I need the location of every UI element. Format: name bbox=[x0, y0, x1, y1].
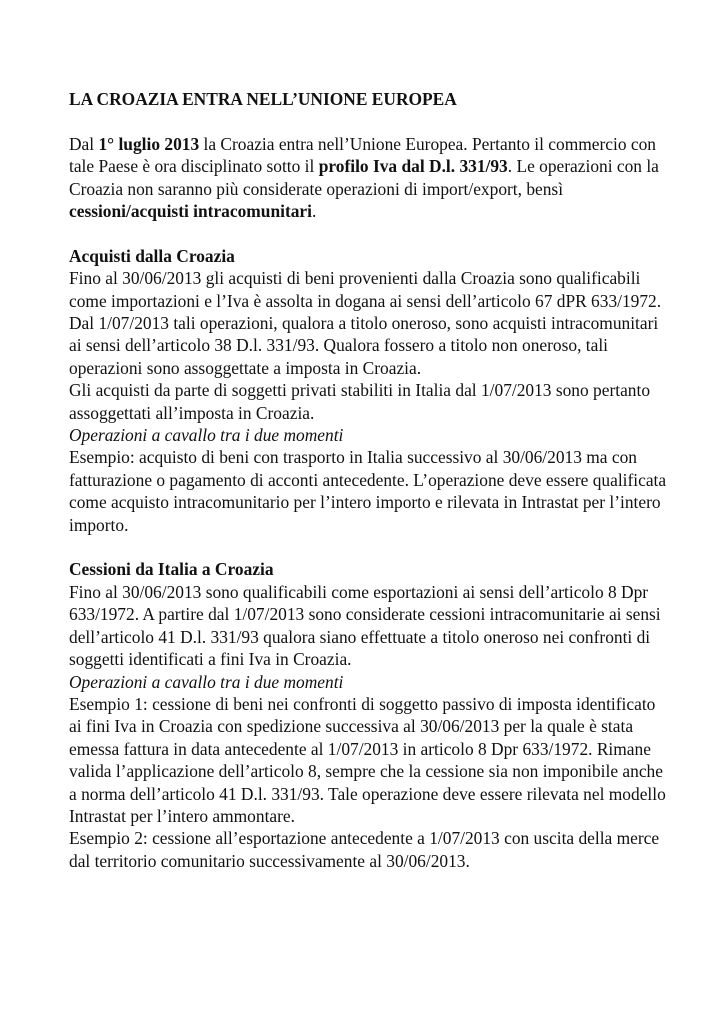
intro-text-4: . bbox=[312, 201, 317, 222]
section-heading-cessioni: Cessioni da Italia a Croazia bbox=[69, 559, 274, 580]
page-title: LA CROAZIA ENTRA NELL’UNIONE EUROPEA bbox=[69, 89, 457, 109]
spacer bbox=[69, 222, 669, 244]
intro-text-3: . Le operazioni con la Croazia non saranno più considerate operazioni di import/export, bensì bbox=[69, 156, 659, 199]
intro-text-2: la Croazia entra nell’Unione Europea. Pertanto il commercio con tale Paese è ora disciplinato sotto il bbox=[69, 133, 656, 177]
cessioni-example-1: Esempio 1: cessione di beni nei confronti di soggetto passivo di imposta identificato ai fini Iva in Croazia con spedizione successiva al 30/06/2013 per la quale è stata emessa fattura in data antecedente al 1/07/2013 in articolo 8 Dpr 633/1972. Rimane valida l’applicazione dell’articolo 8, sempre che la cessione sia non imponibile anche a norma dell’articolo 41 D.l. 331/93. Tale operazione deve essere rilevata nel modello Intrastat per l’intero ammontare. bbox=[69, 693, 666, 826]
intro-bold-date: 1° luglio 2013 bbox=[98, 133, 200, 154]
spacer bbox=[69, 536, 669, 558]
acquisti-example: Esempio: acquisto di beni con trasporto in Italia successivo al 30/06/2013 ma con fatturazione o pagamento di acconti antecedente. L’operazione deve essere qualificata come acquisto intracomunitario per l’intero importo e rilevata in Intrastat per l’intero importo. bbox=[69, 447, 667, 535]
intro-bold-cessioni: cessioni/acquisti intracomunitari bbox=[69, 201, 312, 222]
cessioni-paragraph-1: Fino al 30/06/2013 sono qualificabili come esportazioni ai sensi dell’articolo 8 Dpr 633/1972. A partire dal 1/07/2013 sono considerate cessioni intracomunitarie ai sensi dell’articolo 41 D.l. 331/93 qualora siano effettuate a titolo oneroso nei confronti di soggetti identificati a fini Iva in Croazia. bbox=[69, 581, 661, 670]
intro-paragraph bbox=[69, 133, 669, 223]
document-page bbox=[69, 88, 669, 872]
acquisti-paragraph-2: Gli acquisti da parte di soggetti privati stabiliti in Italia dal 1/07/2013 sono pertanto assoggettati all’imposta in Croazia. bbox=[69, 380, 651, 423]
acquisti-paragraph-1: Fino al 30/06/2013 gli acquisti di beni provenienti dalla Croazia sono qualificabili come importazioni e l’Iva è assolta in dogana ai sensi dell’articolo 67 dPR 633/1972. Dal 1/07/2013 tali operazioni, qualora a titolo oneroso, sono acquisti intracomunitari ai sensi dell’articolo 38 D.l. 331/93. Qualora fossero a titolo non oneroso, tali operazioni sono assoggettate a imposta in Croazia. bbox=[69, 268, 662, 378]
cessioni-subheading: Operazioni a cavallo tra i due momenti bbox=[69, 671, 344, 692]
intro-bold-profile: profilo Iva dal D.l. 331/93 bbox=[318, 156, 508, 177]
intro-text-1: Dal bbox=[69, 133, 99, 154]
cessioni-example-2: Esempio 2: cessione all’esportazione antecedente a 1/07/2013 con uscita della merce dal territorio comunitario successivamente al 30/06/2013. bbox=[69, 828, 660, 871]
acquisti-subheading: Operazioni a cavallo tra i due momenti bbox=[69, 425, 344, 446]
section-heading-acquisti: Acquisti dalla Croazia bbox=[69, 245, 235, 266]
